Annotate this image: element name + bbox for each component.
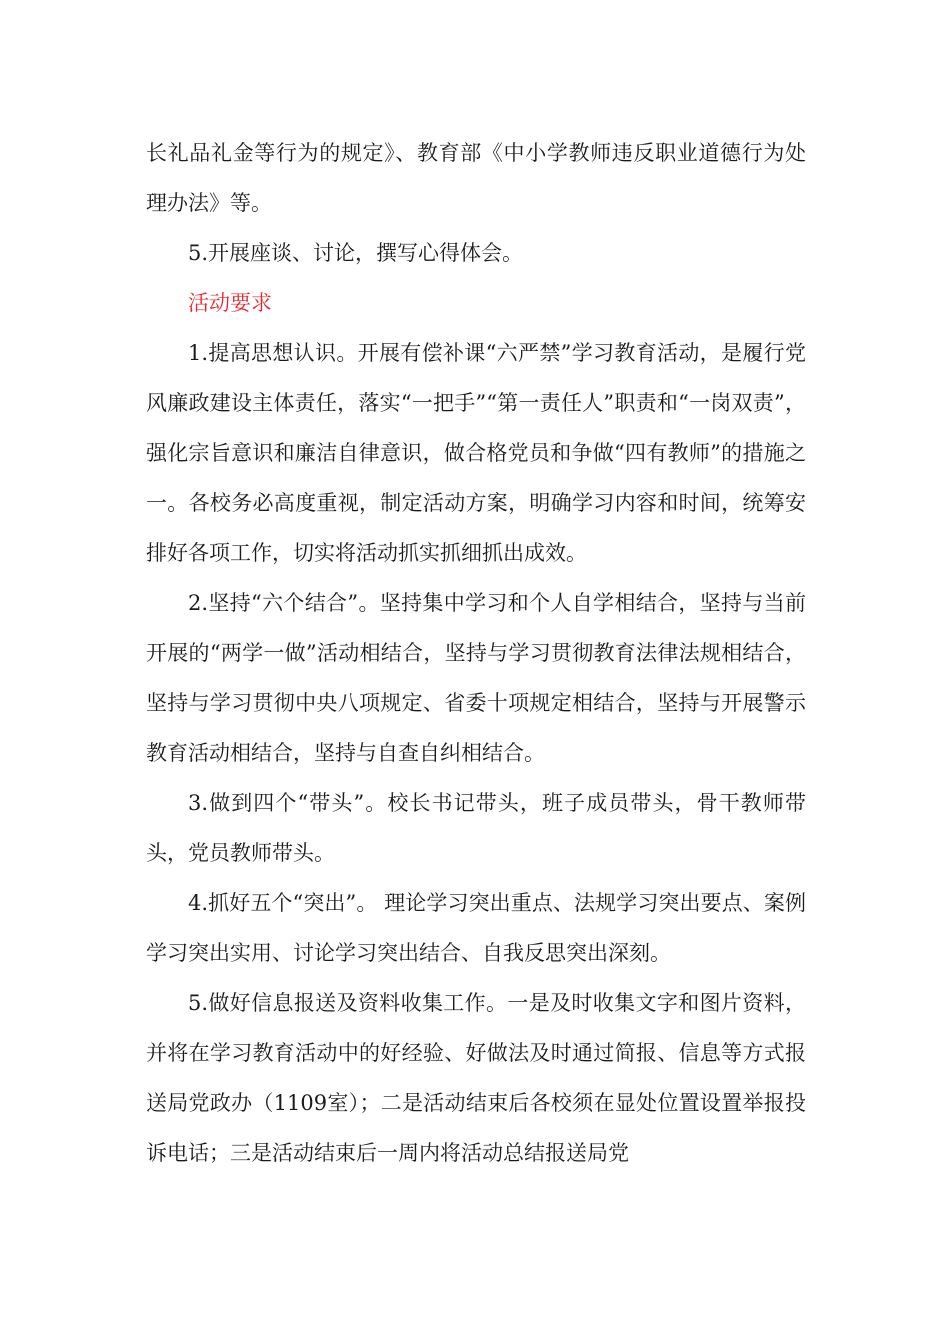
paragraph-requirement-5: 5.做好信息报送及资料收集工作。一是及时收集文字和图片资料，并将在学习教育活动中的好经验、好做法及时通过简报、信息等方式报送局党政办（1109室）；二是活动结束后各校须在显处位置设置举报投诉电话；三是活动结束后一周内将活动总结报送局党 bbox=[146, 991, 806, 1165]
paragraph-requirement-3: 3.做到四个“带头”。校长书记带头，班子成员带头，骨干教师带头，党员教师带头。 bbox=[146, 791, 806, 865]
paragraph-requirement-1: 1.提高思想认识。开展有偿补课“六严禁”学习教育活动，是履行党风廉政建设主体责任，落实“一把手”“第一责任人”职责和“一岗双责”，强化宗旨意识和廉洁自律意识，做合格党员和争做“四有教师”的措施之一。各校务必高度重视，制定活动方案，明确学习内容和时间，统筹安排好各项工作，切实将活动抓实抓细抓出成效。 bbox=[146, 341, 806, 565]
paragraph-requirement-2: 2.坚持“六个结合”。坚持集中学习和个人自学相结合，坚持与当前开展的“两学一做”活动相结合，坚持与学习贯彻教育法律法规相结合，坚持与学习贯彻中央八项规定、省委十项规定相结合，坚持与开展警示教育活动相结合，坚持与自查自纠相结合。 bbox=[146, 591, 806, 765]
paragraph-continuation: 长礼品礼金等行为的规定》、教育部《中小学教师违反职业道德行为处理办法》等。 bbox=[146, 141, 806, 215]
section-heading-activity-requirements: 活动要求 bbox=[188, 291, 272, 315]
paragraph-item-5-discussion: 5.开展座谈、讨论，撰写心得体会。 bbox=[188, 241, 524, 265]
document-body bbox=[146, 128, 806, 1178]
paragraph-requirement-4: 4.抓好五个“突出”。 理论学习突出重点、法规学习突出要点、案例学习突出实用、讨论学习突出结合、自我反思突出深刻。 bbox=[146, 891, 806, 965]
